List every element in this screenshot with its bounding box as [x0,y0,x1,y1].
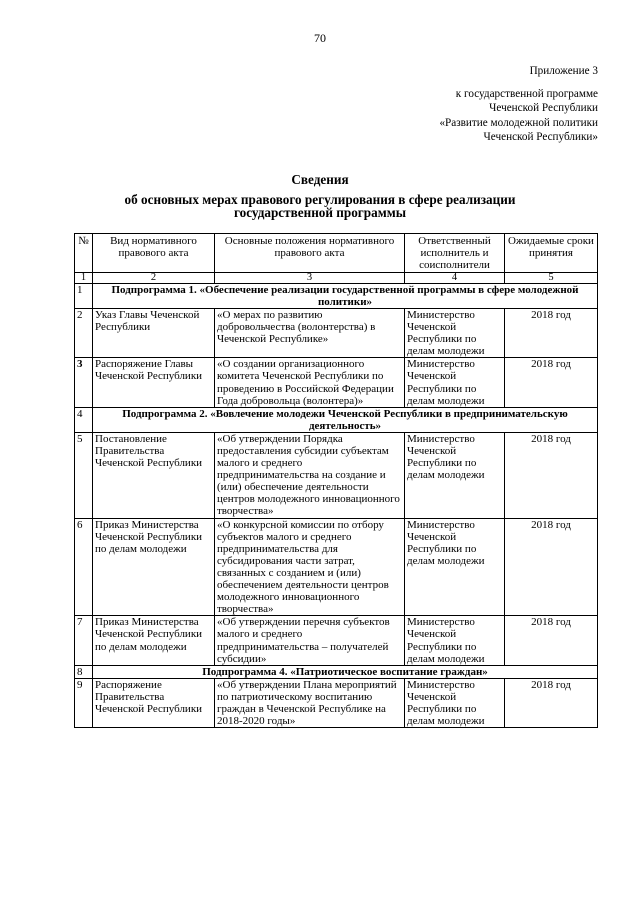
deadline-cell: 2018 год [505,358,598,407]
act-type-cell: Распоряжение Главы Чеченской Республики [93,358,215,407]
appendix-line: Чеченской Республики» [483,130,598,143]
column-number: 1 [75,273,93,284]
column-number: 5 [505,273,598,284]
table-row [75,432,598,518]
deadline-cell: 2018 год [505,616,598,665]
column-number: 4 [405,273,505,284]
page-number: 70 [314,31,326,45]
row-number: 2 [75,308,93,357]
executor-cell: Министерство Чеченской Республики по делам молодежи [405,432,505,518]
provisions-cell: «Об утверждении Плана мероприятий по патриотическому воспитанию граждан в Чеченской Республике на 2018-2020 годы» [215,678,405,727]
subprogram-title: Подпрограмма 1. «Обеспечение реализации государственной программы в сфере молодежной политики» [93,283,598,308]
header-provisions: Основные положения нормативного правового акта [215,234,405,273]
deadline-cell: 2018 год [505,432,598,518]
subprogram-title: Подпрограмма 2. «Вовлечение молодежи Чеченской Республики в предпринимательскую деятельность» [93,407,598,432]
appendix-title: Приложение 3 [529,65,598,77]
executor-cell: Министерство Чеченской Республики по делам молодежи [405,616,505,665]
deadline-cell: 2018 год [505,678,598,727]
provisions-cell: «О создании организационного комитета Чеченской Республики по проведению в Российской Федерации Года добровольца (волонтера)» [215,358,405,407]
header-act-type: Вид нормативного правового акта [93,234,215,273]
row-number: 1 [75,283,93,308]
act-type-cell: Постановление Правительства Чеченской Республики [93,432,215,518]
subprogram-row [75,283,598,308]
document-title [0,173,640,220]
deadline-cell: 2018 год [505,518,598,616]
row-number: 8 [75,665,93,678]
title-line-2: об основных мерах правового регулирования в сфере реализации [124,191,516,207]
row-number: 9 [75,678,93,727]
appendix-line: «Развитие молодежной политики [439,116,598,129]
row-number: 6 [75,518,93,616]
row-number: 4 [75,407,93,432]
act-type-cell: Приказ Министерства Чеченской Республики по делам молодежи [93,616,215,665]
act-type-cell: Распоряжение Правительства Чеченской Республики [93,678,215,727]
table-row [75,678,598,727]
subprogram-row [75,407,598,432]
row-number: 7 [75,616,93,665]
subprogram-title: Подпрограмма 4. «Патриотическое воспитание граждан» [93,665,598,678]
table-row [75,616,598,665]
row-number: 3 [75,358,93,407]
table-row [75,358,598,407]
column-number: 2 [93,273,215,284]
header-executor: Ответственный исполнитель и соисполнители [405,234,505,273]
deadline-cell: 2018 год [505,308,598,357]
act-type-cell: Указ Главы Чеченской Республики [93,308,215,357]
provisions-cell: «О конкурсной комиссии по отбору субъектов малого и среднего предпринимательства для субсидирования части затрат, связанных с созданием и (или) обеспечением деятельности центров молодежного инновационного творчества» [215,518,405,616]
subprogram-row [75,665,598,678]
title-line-3: государственной программы [234,205,406,220]
provisions-cell: «Об утверждении Порядка предоставления субсидии субъектам малого и среднего предпринимательства на создание и (или) обеспечение деятельности центров молодежного инновационного творчества» [215,432,405,518]
appendix-line: к государственной программе [455,88,598,101]
executor-cell: Министерство Чеченской Республики по делам молодежи [405,518,505,616]
provisions-cell: «Об утверждении перечня субъектов малого и среднего предпринимательства – получателей субсидии» [215,616,405,665]
table-header-row [75,234,598,273]
provisions-cell: «О мерах по развитию добровольчества (волонтерства) в Чеченской Республике» [215,308,405,357]
title-line-1: Сведения [291,172,349,187]
appendix-block [439,64,598,144]
column-number: 3 [215,273,405,284]
act-type-cell: Приказ Министерства Чеченской Республики по делам молодежи [93,518,215,616]
executor-cell: Министерство Чеченской Республики по делам молодежи [405,358,505,407]
table-row [75,518,598,616]
header-num: № [75,234,93,273]
executor-cell: Министерство Чеченской Республики по делам молодежи [405,678,505,727]
measures-table [74,233,598,728]
row-number: 5 [75,432,93,518]
executor-cell: Министерство Чеченской Республики по делам молодежи [405,308,505,357]
header-deadline: Ожидаемые сроки принятия [505,234,598,273]
table-row [75,308,598,357]
column-numbers-row [75,273,598,284]
appendix-line: Чеченской Республики [489,102,598,115]
